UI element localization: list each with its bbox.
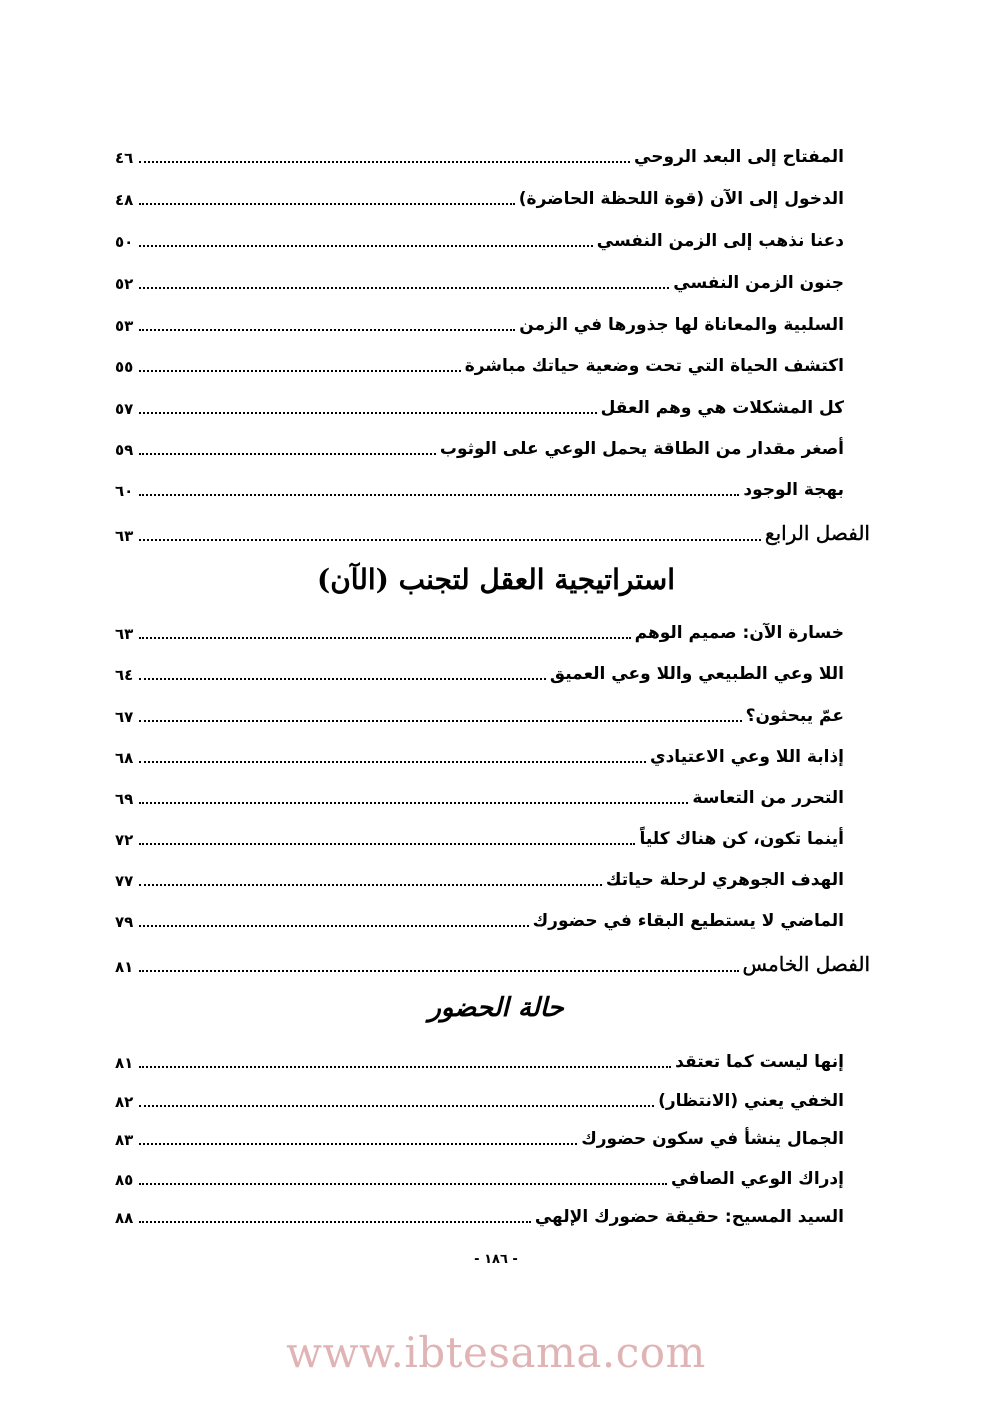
- toc-entry: [115, 138, 844, 168]
- toc-entry: [115, 222, 844, 252]
- toc-entry-page: ٨٣: [115, 1131, 134, 1149]
- toc-entry-title: بهجة الوجود: [743, 480, 844, 500]
- toc-entry-title: السيد المسيح: حقيقة حضورك الإلهي: [534, 1207, 844, 1227]
- dot-leader: [139, 719, 742, 722]
- dot-leader: [139, 636, 631, 639]
- toc-entry-page: ٥٢: [115, 275, 134, 293]
- toc-entry-title: دعنا نذهب إلى الزمن النفسي: [596, 231, 844, 251]
- toc-entry: [115, 389, 844, 419]
- dot-leader: [139, 202, 515, 205]
- toc-entry: [115, 347, 844, 377]
- chapter-page: ٦٣: [115, 527, 134, 545]
- toc-entry-page: ٧٧: [115, 872, 134, 890]
- toc-entry-title: الدخول إلى الآن (قوة اللحظة الحاضرة): [518, 189, 844, 209]
- toc-entry: [115, 264, 844, 294]
- toc-entry: [115, 655, 844, 685]
- dot-leader: [139, 924, 529, 927]
- toc-entry-page: ٤٦: [115, 149, 134, 167]
- dot-leader: [139, 883, 602, 886]
- dot-leader: [139, 760, 646, 763]
- dot-leader: [139, 369, 461, 372]
- toc-chapter-4: [115, 512, 870, 546]
- toc-entry-title: المفتاح إلى البعد الروحي: [634, 147, 844, 167]
- chapter-title: الفصل الرابع: [764, 521, 870, 545]
- toc-entry-title: عمّ يبحثون؟: [745, 706, 844, 726]
- toc-entry-page: ٨٨: [115, 1209, 134, 1227]
- dot-leader: [139, 452, 436, 455]
- toc-entry: [115, 180, 844, 210]
- watermark: www.ibtesama.com: [286, 1328, 706, 1377]
- toc-entry-title: إدراك الوعي الصافي: [671, 1169, 844, 1189]
- toc-entry-title: كل المشكلات هي وهم العقل: [600, 398, 844, 418]
- toc-entry: [115, 471, 844, 501]
- dot-leader: [139, 1065, 671, 1068]
- dot-leader: [139, 1142, 577, 1145]
- toc-entry-page: ٥٠: [115, 233, 134, 251]
- toc-entry-title: إذابة اللا وعي الاعتيادي: [650, 747, 844, 767]
- toc-entry-title: خسارة الآن: صميم الوهم: [634, 623, 844, 643]
- toc-entry: [115, 1198, 844, 1228]
- toc-entry: [115, 697, 844, 727]
- toc-entry-page: ٥٣: [115, 317, 134, 335]
- dot-leader: [139, 677, 546, 680]
- toc-entry-title: الجمال ينشأ في سكون حضورك: [581, 1129, 844, 1149]
- toc-entry: [115, 306, 844, 336]
- chapter-title: الفصل الخامس: [742, 952, 870, 976]
- toc-entry-page: ٦٠: [115, 482, 134, 500]
- dot-leader: [139, 160, 630, 163]
- toc-entry-page: ٨١: [115, 1054, 134, 1072]
- toc-entry-title: الهدف الجوهري لرحلة حياتك: [605, 870, 844, 890]
- toc-entry-title: أصغر مقدار من الطاقة يحمل الوعي على الوثوب: [439, 439, 844, 459]
- dot-leader: [139, 538, 761, 541]
- toc-entry: [115, 902, 844, 932]
- dot-leader: [139, 1104, 654, 1107]
- toc-entry-title: جنون الزمن النفسي: [673, 273, 844, 293]
- toc-entry-page: ٥٧: [115, 400, 134, 418]
- dot-leader: [139, 801, 688, 804]
- toc-entry: [115, 1082, 844, 1112]
- toc-entry: [115, 738, 844, 768]
- toc-entry: [115, 1120, 844, 1150]
- chapter-4-heading: استراتيجية العقل لتجنب (الآن): [316, 563, 676, 596]
- toc-entry-page: ٨٥: [115, 1171, 134, 1189]
- toc-entry-page: ٦٨: [115, 749, 134, 767]
- toc-entry-page: ٦٧: [115, 708, 134, 726]
- toc-entry-title: اللا وعي الطبيعي واللا وعي العميق: [549, 664, 844, 684]
- toc-entry-page: ٧٩: [115, 913, 134, 931]
- toc-entry-title: الماضي لا يستطيع البقاء في حضورك: [532, 911, 844, 931]
- toc-entry-title: التحرر من التعاسة: [692, 788, 844, 808]
- toc-entry: [115, 430, 844, 460]
- dot-leader: [139, 244, 593, 247]
- dot-leader: [139, 493, 739, 496]
- toc-entry-page: ٦٣: [115, 625, 134, 643]
- toc-entry: [115, 1160, 844, 1190]
- toc-entry: [115, 1043, 844, 1073]
- dot-leader: [139, 328, 515, 331]
- dot-leader: [139, 1220, 531, 1223]
- toc-entry-page: ٥٥: [115, 358, 134, 376]
- toc-entry-page: ٧٢: [115, 831, 134, 849]
- page-number: - ١٨٦ -: [474, 1252, 518, 1267]
- dot-leader: [139, 969, 739, 972]
- toc-entry-page: ٦٩: [115, 790, 134, 808]
- toc-entry: [115, 614, 844, 644]
- toc-entry-page: ٤٨: [115, 191, 134, 209]
- dot-leader: [139, 842, 635, 845]
- toc-entry-page: ٦٤: [115, 666, 134, 684]
- toc-entry-title: اكتشف الحياة التي تحت وضعية حياتك مباشرة: [464, 356, 844, 376]
- toc-entry: [115, 820, 844, 850]
- dot-leader: [139, 411, 597, 414]
- toc-entry: [115, 779, 844, 809]
- toc-entry: [115, 861, 844, 891]
- toc-chapter-5: [115, 943, 870, 977]
- chapter-page: ٨١: [115, 958, 134, 976]
- toc-entry-title: السلبية والمعاناة لها جذورها في الزمن: [519, 315, 844, 335]
- toc-entry-title: الخفي يعني (الانتظار): [658, 1091, 844, 1111]
- dot-leader: [139, 1182, 667, 1185]
- toc-entry-page: ٥٩: [115, 441, 134, 459]
- toc-entry-page: ٨٢: [115, 1093, 134, 1111]
- toc-entry-title: أينما تكون، كن هناك كلياً: [639, 829, 844, 849]
- toc-entry-title: إنها ليست كما تعتقد: [675, 1052, 844, 1072]
- dot-leader: [139, 286, 669, 289]
- chapter-5-heading: حالة الحضور: [428, 993, 564, 1023]
